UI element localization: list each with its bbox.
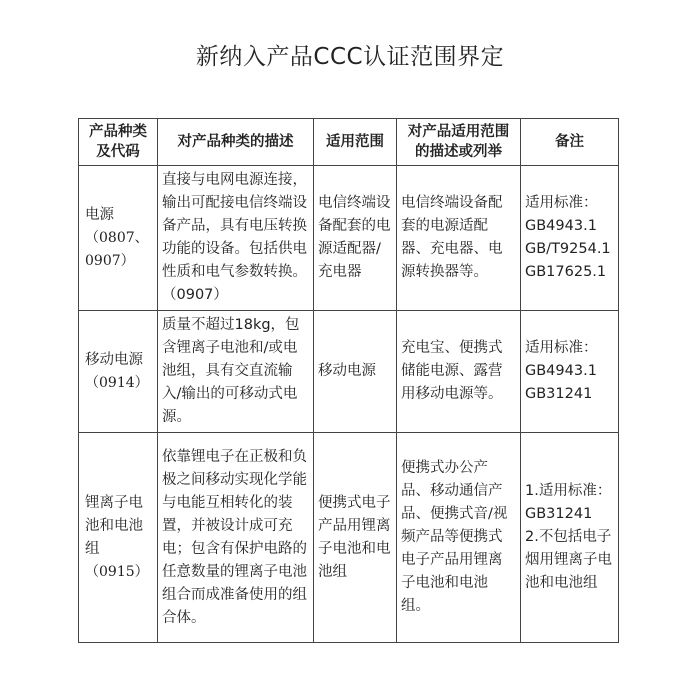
category-description: 质量不超过18kg，包含锂离子电池和/或电池组，具有交直流输入/输出的可移动式电源。 — [158, 311, 314, 433]
note: 1.适用标准： GB31241 2.不包括电子烟用锂离子电池和电池组 — [521, 433, 619, 643]
document-title: 新纳入产品CCC认证范围界定 — [195, 44, 505, 70]
header-applicable-scope: 适用范围 — [314, 119, 397, 166]
table-header-row — [79, 119, 619, 166]
table-row — [79, 166, 619, 311]
ccc-scope-table — [78, 118, 619, 643]
product-code: （0915） — [85, 563, 149, 580]
header-scope-description: 对产品适用范围 的描述或列举 — [397, 119, 521, 166]
product-category-cell — [79, 433, 158, 643]
category-description: 依靠锂电子在正极和负极之间移动实现化学能与电能互相转化的装置，并被设计成可充电；包含有保护电路的任意数量的锂离子电池组合而成准备使用的组合体。 — [158, 433, 314, 643]
category-description: 直接与电网电源连接，输出可配接电信终端设备产品，具有电压转换功能的设备。包括供电性质和电气参数转换。（0907） — [158, 166, 314, 311]
product-category-cell — [79, 311, 158, 433]
applicable-scope: 移动电源 — [314, 311, 397, 433]
applicable-scope: 电信终端设备配套的电源适配器/充电器 — [314, 166, 397, 311]
note: 适用标准： GB4943.1 GB31241 — [521, 311, 619, 433]
header-category-description: 对产品种类的描述 — [158, 119, 314, 166]
product-name: 电源 — [85, 206, 114, 223]
note: 适用标准： GB4943.1 GB/T9254.1 GB17625.1 — [521, 166, 619, 311]
product-name: 移动电源 — [85, 351, 143, 368]
product-code: （0914） — [85, 374, 149, 391]
product-code: （0807、 0907） — [85, 229, 149, 269]
product-name: 锂离子电池和电池组 — [85, 494, 143, 557]
scope-description: 电信终端设备配套的电源适配器、充电器、电源转换器等。 — [397, 166, 521, 311]
header-note: 备注 — [521, 119, 619, 166]
header-product-category: 产品种类 及代码 — [79, 119, 158, 166]
scope-description: 便携式办公产品、移动通信产品、便携式音/视频产品等便携式电子产品用锂离子电池和电池组。 — [397, 433, 521, 643]
table-row — [79, 433, 619, 643]
applicable-scope: 便携式电子产品用锂离子电池和电池组 — [314, 433, 397, 643]
scope-description: 充电宝、便携式储能电源、露营用移动电源等。 — [397, 311, 521, 433]
table-row — [79, 311, 619, 433]
product-category-cell — [79, 166, 158, 311]
